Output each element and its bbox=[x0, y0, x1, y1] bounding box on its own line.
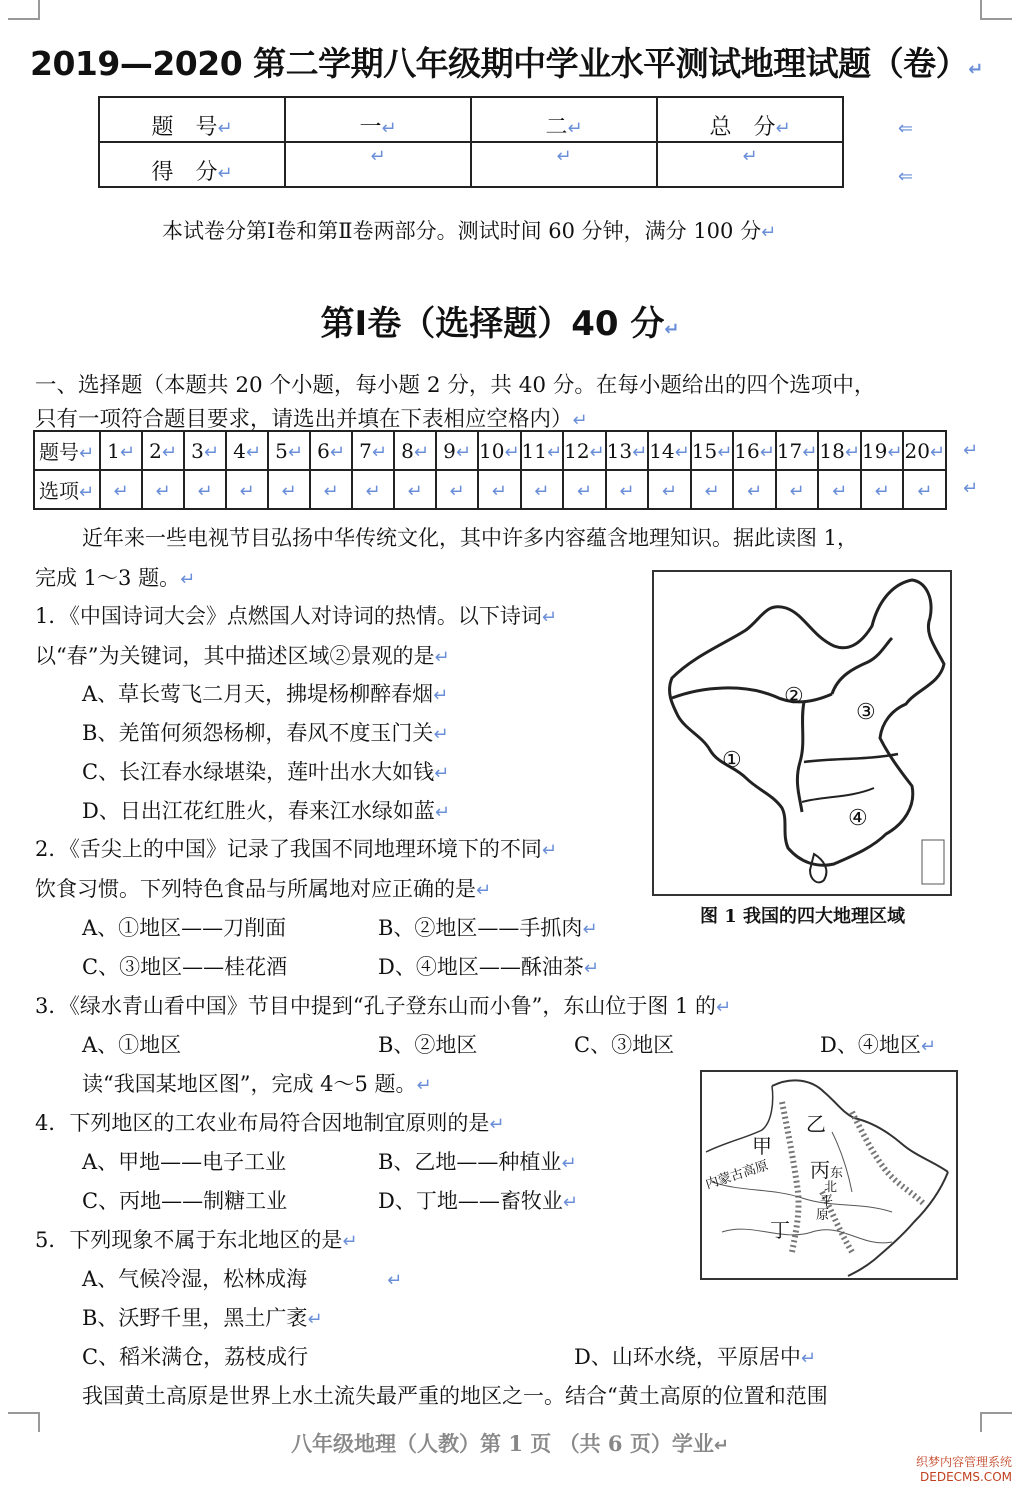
option-b[interactable]: B、②地区 bbox=[378, 1033, 478, 1057]
map-label-bing: 丙 bbox=[810, 1158, 830, 1182]
answer-choice-cell[interactable]: ↵ bbox=[100, 470, 142, 509]
question-stem: 1．《中国诗词大会》点燃国人对诗词的热情。以下诗词↵ bbox=[35, 604, 557, 628]
question-stem: 5．下列现象不属于东北地区的是↵ bbox=[35, 1228, 358, 1252]
passage-text: 我国黄土高原是世界上水土流失最严重的地区之一。结合“黄土高原的位置和范围 bbox=[82, 1384, 828, 1408]
score-cell-part1: 一↵ bbox=[285, 97, 471, 142]
question-stem: 以“春”为关键词，其中描述区域②景观的是↵ bbox=[35, 644, 450, 668]
answer-choice-cell[interactable]: ↵ bbox=[818, 470, 861, 509]
answer-number-cell: 10↵ bbox=[478, 431, 521, 470]
paragraph-mark-icon: ↵ bbox=[963, 440, 979, 461]
answer-choice-cell[interactable]: ↵ bbox=[394, 470, 436, 509]
score-input-part2[interactable]: ↵ bbox=[471, 142, 657, 187]
option-d[interactable]: D、日出江花红胜火，春来江水绿如蓝↵ bbox=[82, 799, 450, 823]
answer-choice-cell[interactable]: ↵ bbox=[563, 470, 606, 509]
answer-number-row bbox=[34, 431, 946, 470]
passage-text: 近年来一些电视节目弘扬中华传统文化，其中许多内容蕴含地理知识。据此读图 1， bbox=[82, 526, 859, 550]
figure-china-regions bbox=[652, 570, 952, 896]
map-label-plain-char: 北 bbox=[824, 1180, 838, 1195]
option-a[interactable]: A、①地区——刀削面 bbox=[82, 916, 287, 940]
region-label-4: ④ bbox=[848, 806, 868, 831]
question-stem: 2．《舌尖上的中国》记录了我国不同地理环境下的不同↵ bbox=[35, 837, 557, 861]
option-a[interactable]: A、①地区 bbox=[82, 1033, 182, 1057]
score-cell-label: 得 分↵ bbox=[99, 142, 285, 187]
watermark bbox=[916, 1455, 1012, 1485]
paragraph-mark-icon: ↵ bbox=[968, 59, 983, 80]
option-a[interactable]: A、气候冷湿，松林成海 ↵ bbox=[82, 1267, 403, 1291]
figure-caption: 图 1 我国的四大地理区域 bbox=[700, 906, 906, 927]
option-a[interactable]: A、草长莺飞二月天，拂堤杨柳醉春烟↵ bbox=[82, 682, 449, 706]
map-label-plain-char: 东 bbox=[830, 1166, 844, 1181]
answer-choice-cell[interactable]: ↵ bbox=[903, 470, 946, 509]
score-table bbox=[98, 96, 844, 188]
instructions-line: 一、选择题（本题共 20 个小题，每小题 2 分，共 40 分。在每小题给出的四个选项中， bbox=[35, 373, 876, 398]
question-stem: 4．下列地区的工农业布局符合因地制宜原则的是↵ bbox=[35, 1111, 505, 1135]
answer-choice-cell[interactable]: ↵ bbox=[648, 470, 691, 509]
section-title: 第Ⅰ卷（选择题）40 分↵ bbox=[320, 304, 680, 344]
paragraph-mark-icon: ⇐ bbox=[898, 166, 914, 187]
answer-choice-row bbox=[34, 470, 946, 509]
score-cell-total: 总 分↵ bbox=[657, 97, 843, 142]
page-footer: 八年级地理（人教）第 1 页 （共 6 页）学业↵ bbox=[291, 1431, 729, 1456]
answer-number-cell: 2↵ bbox=[142, 431, 184, 470]
exam-title: 2019—2020 第二学期八年级期中学业水平测试地理试题（卷）↵ bbox=[30, 44, 983, 83]
map-label-inner-mongolia-plateau: 内蒙古高原 bbox=[703, 1158, 771, 1193]
exam-intro: 本试卷分第Ⅰ卷和第Ⅱ卷两部分。测试时间 60 分钟，满分 100 分↵ bbox=[162, 219, 777, 243]
option-d[interactable]: D、山环水绕，平原居中↵ bbox=[574, 1345, 816, 1369]
answer-number-cell: 12↵ bbox=[563, 431, 606, 470]
answer-number-cell: 14↵ bbox=[648, 431, 691, 470]
answer-number-cell: 6↵ bbox=[310, 431, 352, 470]
region-label-1: ① bbox=[722, 748, 742, 773]
map-label-yi: 乙 bbox=[806, 1112, 826, 1136]
passage-text: 读“我国某地区图”，完成 4～5 题。↵ bbox=[82, 1072, 432, 1096]
answer-choice-cell[interactable]: ↵ bbox=[268, 470, 310, 509]
option-c[interactable]: C、③地区 bbox=[574, 1033, 675, 1057]
region-label-3: ③ bbox=[856, 700, 876, 725]
answer-number-cell: 18↵ bbox=[818, 431, 861, 470]
corner-mark-top-right bbox=[980, 0, 1012, 20]
answer-choice-cell[interactable]: ↵ bbox=[310, 470, 352, 509]
answer-number-cell: 4↵ bbox=[226, 431, 268, 470]
answer-choice-cell[interactable]: ↵ bbox=[352, 470, 394, 509]
region-label-2: ② bbox=[784, 684, 804, 709]
answer-number-cell: 3↵ bbox=[184, 431, 226, 470]
passage-text: 完成 1～3 题。↵ bbox=[35, 566, 196, 590]
option-b[interactable]: B、沃野千里，黑土广袤↵ bbox=[82, 1306, 323, 1330]
answer-choice-cell[interactable]: ↵ bbox=[436, 470, 478, 509]
paragraph-mark-icon: ↵ bbox=[963, 478, 979, 499]
answer-table bbox=[33, 430, 947, 510]
answer-number-cell: 20↵ bbox=[903, 431, 946, 470]
answer-choice-cell[interactable]: ↵ bbox=[691, 470, 734, 509]
answer-choice-cell[interactable]: ↵ bbox=[478, 470, 521, 509]
answer-number-cell: 13↵ bbox=[606, 431, 649, 470]
option-d[interactable]: D、④地区——酥油茶↵ bbox=[378, 955, 599, 979]
answer-number-cell: 1↵ bbox=[100, 431, 142, 470]
option-c[interactable]: C、丙地——制糖工业 bbox=[82, 1189, 288, 1213]
map-label-ding: 丁 bbox=[770, 1218, 790, 1242]
option-b[interactable]: B、乙地——种植业↵ bbox=[378, 1150, 577, 1174]
answer-row-label: 题号↵ bbox=[34, 431, 100, 470]
answer-row-label: 选项↵ bbox=[34, 470, 100, 509]
answer-choice-cell[interactable]: ↵ bbox=[733, 470, 776, 509]
score-input-part1[interactable]: ↵ bbox=[285, 142, 471, 187]
paragraph-mark-icon: ⇐ bbox=[898, 118, 914, 139]
score-table-row bbox=[99, 97, 843, 142]
map-label-plain-char: 平 bbox=[820, 1194, 834, 1209]
option-b[interactable]: B、羌笛何须怨杨柳，春风不度玉门关↵ bbox=[82, 721, 449, 745]
corner-mark-top-left bbox=[8, 0, 40, 20]
question-stem: 3．《绿水青山看中国》节目中提到“孔子登东山而小鲁”，东山位于图 1 的↵ bbox=[35, 994, 732, 1018]
figure-northeast-map bbox=[700, 1070, 958, 1280]
score-cell-label: 题 号↵ bbox=[99, 97, 285, 142]
answer-number-cell: 19↵ bbox=[861, 431, 904, 470]
answer-choice-cell[interactable]: ↵ bbox=[861, 470, 904, 509]
answer-choice-cell[interactable]: ↵ bbox=[606, 470, 649, 509]
option-d[interactable]: D、丁地——畜牧业↵ bbox=[378, 1189, 578, 1213]
instructions-line: 只有一项符合题目要求，请选出并填在下表相应空格内）↵ bbox=[35, 407, 588, 432]
watermark-line: DEDECMS.COM bbox=[920, 1470, 1012, 1484]
answer-number-cell: 9↵ bbox=[436, 431, 478, 470]
answer-number-cell: 8↵ bbox=[394, 431, 436, 470]
option-a[interactable]: A、甲地——电子工业 bbox=[82, 1150, 287, 1174]
china-map-icon bbox=[654, 572, 950, 894]
answer-number-cell: 17↵ bbox=[776, 431, 819, 470]
watermark-line: 织梦内容管理系统 bbox=[915, 1455, 1012, 1469]
option-c[interactable]: C、稻米满仓，荔枝成行 bbox=[82, 1345, 309, 1369]
option-c[interactable]: C、③地区——桂花酒 bbox=[82, 955, 288, 979]
score-cell-part2: 二↵ bbox=[471, 97, 657, 142]
answer-choice-cell[interactable]: ↵ bbox=[226, 470, 268, 509]
answer-number-cell: 5↵ bbox=[268, 431, 310, 470]
answer-number-cell: 11↵ bbox=[521, 431, 564, 470]
answer-choice-cell[interactable]: ↵ bbox=[184, 470, 226, 509]
score-table-row bbox=[99, 142, 843, 187]
question-stem: 饮食习惯。下列特色食品与所属地对应正确的是↵ bbox=[35, 877, 492, 901]
score-input-total[interactable]: ↵ bbox=[657, 142, 843, 187]
map-label-plain-char: 原 bbox=[816, 1208, 830, 1223]
answer-number-cell: 7↵ bbox=[352, 431, 394, 470]
answer-choice-cell[interactable]: ↵ bbox=[142, 470, 184, 509]
answer-choice-cell[interactable]: ↵ bbox=[776, 470, 819, 509]
option-c[interactable]: C、长江春水绿堪染，莲叶出水大如钱↵ bbox=[82, 760, 450, 784]
answer-choice-cell[interactable]: ↵ bbox=[521, 470, 564, 509]
answer-number-cell: 16↵ bbox=[733, 431, 776, 470]
map-label-jia: 甲 bbox=[752, 1134, 772, 1158]
option-b[interactable]: B、②地区——手抓肉↵ bbox=[378, 916, 598, 940]
answer-number-cell: 15↵ bbox=[691, 431, 734, 470]
option-d[interactable]: D、④地区↵ bbox=[820, 1033, 936, 1057]
